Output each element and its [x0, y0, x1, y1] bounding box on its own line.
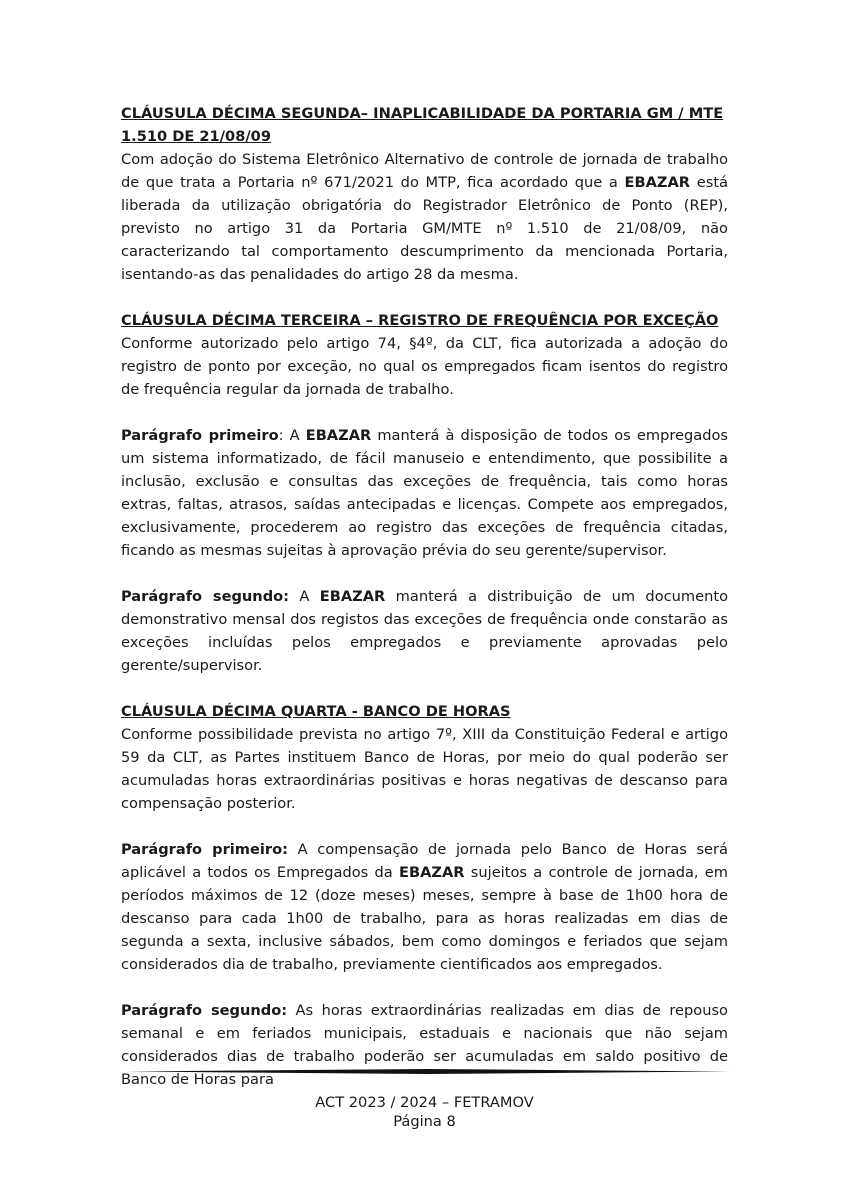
- footer-page-number: Página 8: [393, 1113, 456, 1130]
- paragraph-label: Parágrafo segundo:: [121, 1002, 288, 1019]
- company-name: EBAZAR: [624, 174, 691, 191]
- company-name: EBAZAR: [305, 427, 372, 444]
- clause-14-paragraph-2: [121, 999, 728, 1091]
- clause-14-heading: CLÁUSULA DÉCIMA QUARTA - BANCO DE HORAS: [121, 703, 511, 720]
- clause-14-p1-a: A compensação de jornada pelo Banco de Horas será aplicável a todos os Empregados da: [121, 841, 728, 881]
- clause-13-p2-b: manterá a distribuição de um documento demonstrativo mensal dos registos das exceções de frequência onde constarão as exceções incluídas pelos empregados e previamente aprovadas pelo gerente/supervisor.: [121, 588, 728, 674]
- clause-13-paragraph-2: [121, 585, 728, 677]
- company-name: EBAZAR: [319, 588, 386, 605]
- clause-12-text-a: Com adoção do Sistema Eletrônico Alternativo de controle de jornada de trabalho de que trata a Portaria nº 671/2021 do MTP, fica acordado que a: [121, 151, 728, 191]
- clause-14-text: Conforme possibilidade prevista no artigo 7º, XIII da Constituição Federal e artigo 59 da CLT, as Partes instituem Banco de Horas, por meio do qual poderão ser acumuladas horas extraordinárias positivas e horas negativas de descanso para compensação posterior.: [121, 726, 728, 812]
- clause-12-heading: CLÁUSULA DÉCIMA SEGUNDA– INAPLICABILIDADE DA PORTARIA GM / MTE 1.510 DE 21/08/09: [121, 105, 724, 145]
- clause-13-p2-a: A: [289, 588, 320, 605]
- clause-13-text: Conforme autorizado pelo artigo 74, §4º, da CLT, fica autorizada a adoção do registro de ponto por exceção, no qual os empregados ficam isentos do registro de frequência regular da jornada de trabalho.: [121, 335, 728, 398]
- clause-12-text: [121, 148, 728, 286]
- clause-13-paragraph-1: [121, 424, 728, 562]
- clause-13-p1-a: : A: [278, 427, 306, 444]
- clause-13-heading: CLÁUSULA DÉCIMA TERCEIRA – REGISTRO DE FREQUÊNCIA POR EXCEÇÃO: [121, 312, 719, 329]
- paragraph-label: Parágrafo primeiro: [121, 427, 279, 444]
- clause-13-p1-b: manterá à disposição de todos os empregados um sistema informatizado, de fácil manuseio e entendimento, que possibilite a inclusão, exclusão e consultas das exceções de frequência, tais como horas extras, faltas, atrasos, saídas antecipadas e licenças. Compete aos empregados, exclusivamente, procederem ao registro das exceções de frequência citadas, ficando as mesmas sujeitas à aprovação prévia do seu gerente/supervisor.: [121, 427, 728, 559]
- footer-document-title: ACT 2023 / 2024 – FETRAMOV: [315, 1094, 534, 1111]
- document-body: [121, 102, 728, 1091]
- clause-14-p2-a: As horas extraordinárias realizadas em dias de repouso semanal e em feriados municipais, estaduais e nacionais que não sejam considerados dias de trabalho poderão ser acumuladas em saldo positivo de Banco de Horas para: [121, 1002, 728, 1088]
- clause-14-paragraph-1: [121, 838, 728, 976]
- paragraph-label: Parágrafo segundo:: [121, 588, 290, 605]
- clause-14-p1-b: sujeitos a controle de jornada, em períodos máximos de 12 (doze meses) meses, sempre à base de 1h00 hora de descanso para cada 1h00 de trabalho, para as horas realizadas em dias de segunda a sexta, inclusive sábados, bem como domingos e feriados que sejam considerados dia de trabalho, previamente cientificados aos empregados.: [121, 864, 728, 973]
- clause-12-text-b: está liberada da utilização obrigatória do Registrador Eletrônico de Ponto (REP), previsto no artigo 31 da Portaria GM/MTE nº 1.510 de 21/08/09, não caracterizando tal comportamento descumprimento da mencionada Portaria, isentando-as das penalidades do artigo 28 da mesma.: [121, 174, 728, 283]
- paragraph-label: Parágrafo primeiro:: [121, 841, 288, 858]
- footer-divider: [125, 1069, 731, 1074]
- company-name: EBAZAR: [399, 864, 465, 881]
